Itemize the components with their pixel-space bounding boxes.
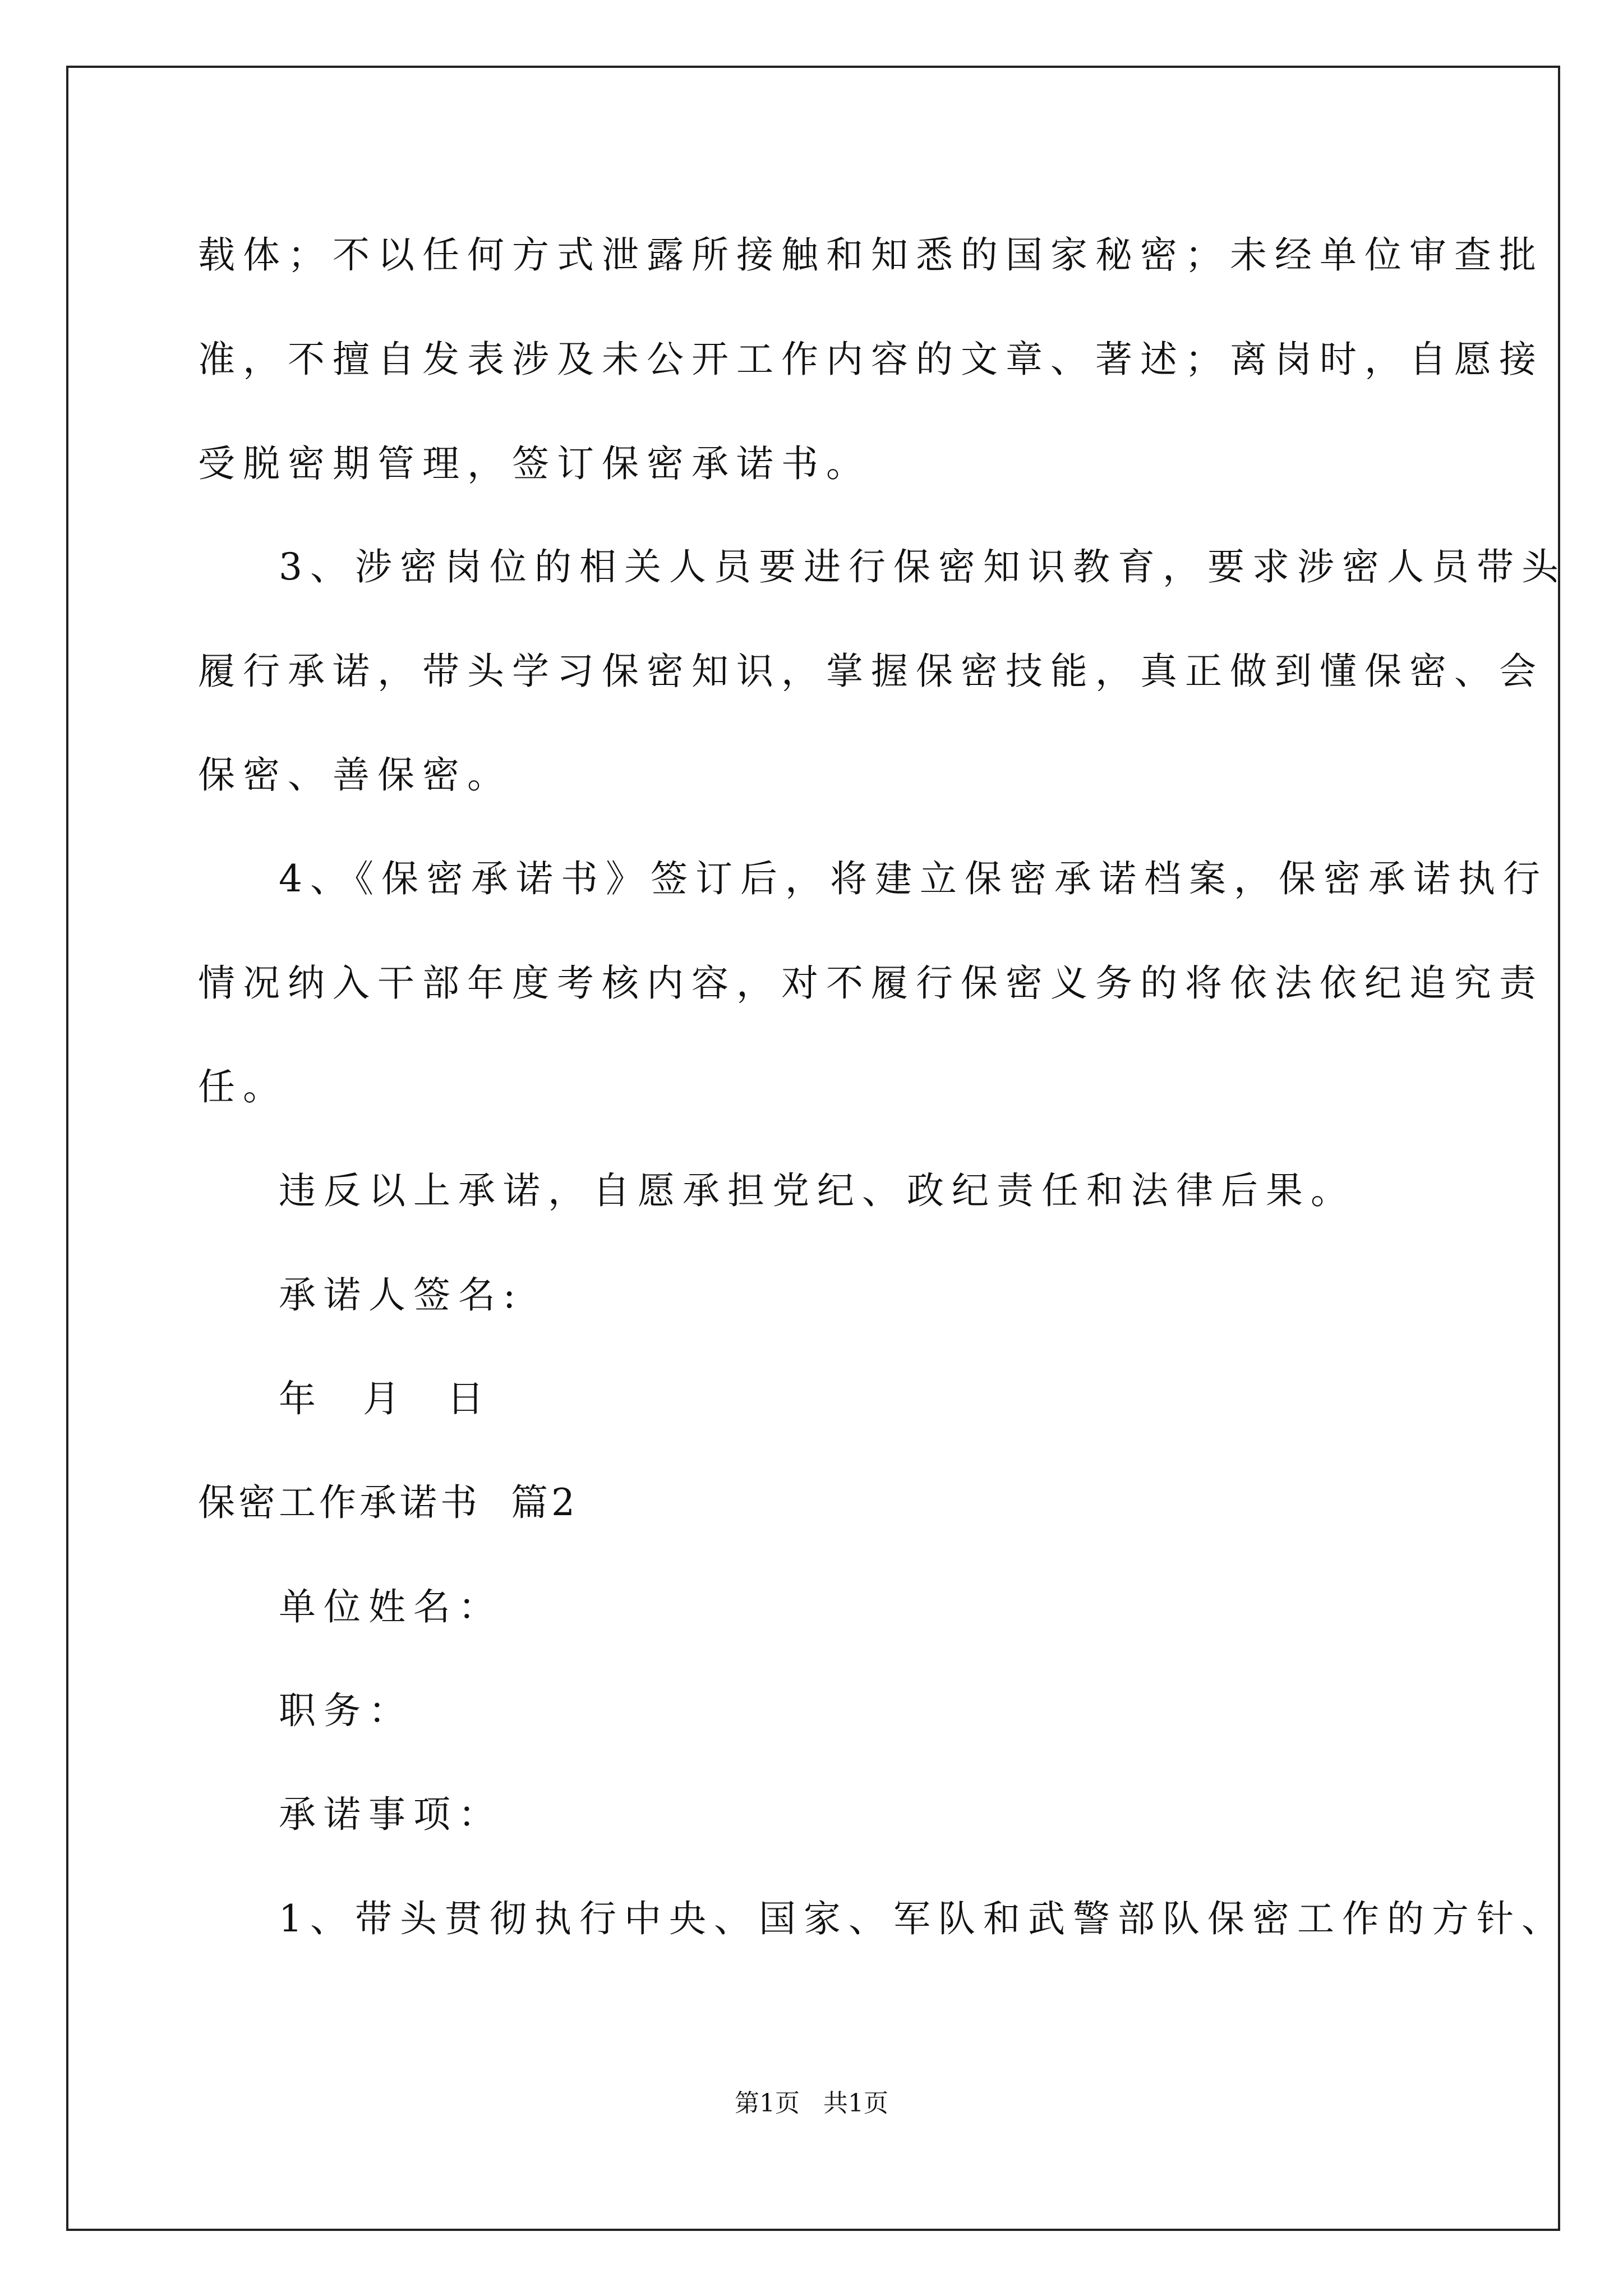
paragraph-line: 3、涉密岗位的相关人员要进行保密知识教育，要求涉密人员带头 — [279, 545, 1566, 588]
paragraph-line: 履行承诺，带头学习保密知识，掌握保密技能，真正做到懂保密、会 — [198, 650, 1544, 693]
position-label: 职务： — [279, 1689, 413, 1732]
paragraph-line: 准，不擅自发表涉及未公开工作内容的文章、著述；离岗时，自愿接 — [198, 338, 1544, 381]
page-footer: 第1页 共1页 — [735, 2089, 888, 2118]
signature-label: 承诺人签名: — [279, 1273, 524, 1317]
date-line: 年 月 日 — [279, 1377, 492, 1420]
paragraph-line: 任。 — [198, 1065, 288, 1108]
unit-name-label: 单位姓名： — [279, 1585, 503, 1628]
paragraph-line: 违反以上承诺，自愿承担党纪、政纪责任和法律后果。 — [279, 1169, 1355, 1212]
paragraph-line: 情况纳入干部年度考核内容，对不履行保密义务的将依法依纪追究责 — [198, 961, 1544, 1005]
paragraph-line: 保密、善保密。 — [198, 753, 512, 797]
paragraph-line: 受脱密期管理，签订保密承诺书。 — [198, 442, 871, 485]
paragraph-line: 载体；不以任何方式泄露所接触和知悉的国家秘密；未经单位审查批 — [198, 233, 1544, 277]
paragraph-line: 4、《保密承诺书》签订后，将建立保密承诺档案，保密承诺执行 — [279, 857, 1548, 900]
commitment-items-label: 承诺事项： — [279, 1793, 503, 1836]
paragraph-line: 1、带头贯彻执行中央、国家、军队和武警部队保密工作的方针、 — [279, 1897, 1566, 1940]
section-title: 保密工作承诺书 篇2 — [198, 1481, 578, 1524]
